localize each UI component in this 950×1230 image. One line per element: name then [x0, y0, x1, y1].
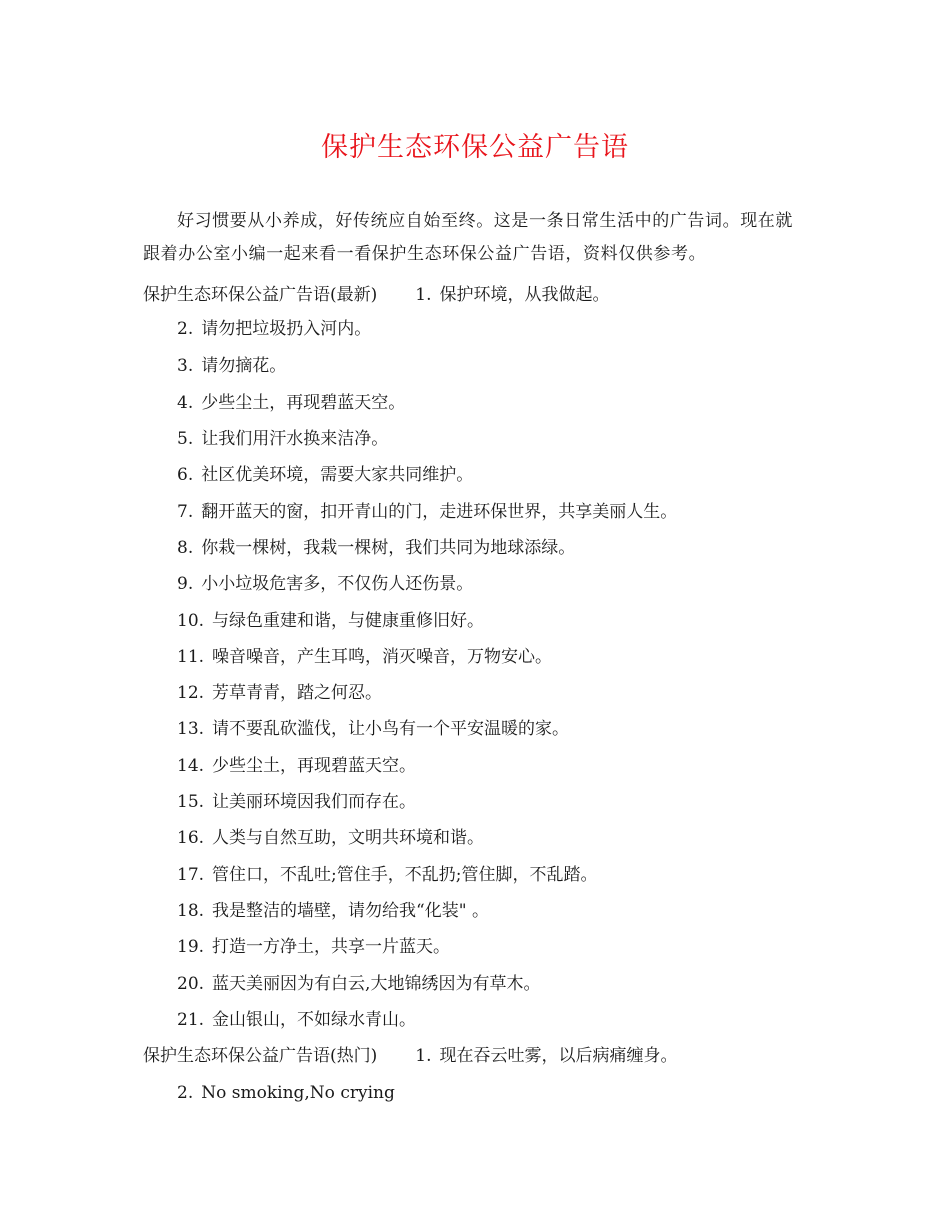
item-number: 19.	[177, 937, 205, 957]
list-item	[415, 285, 609, 305]
item-text: 打造一方净土，共享一片蓝天。	[212, 937, 451, 957]
item-text: 芳草青青，踏之何忍。	[212, 683, 383, 703]
section-heading-text: 保护生态环保公益广告语(最新)	[143, 285, 378, 305]
item-number: 10.	[177, 611, 205, 631]
list-item	[177, 972, 540, 996]
section-heading-latest	[143, 283, 610, 307]
item-text: 翻开蓝天的窗，扣开青山的门，走进环保世界，共享美丽人生。	[201, 502, 678, 522]
section-heading-text: 保护生态环保公益广告语(热门)	[143, 1046, 378, 1066]
item-text: 请勿摘花。	[201, 356, 287, 376]
item-text: 让我们用汗水换来洁净。	[201, 429, 389, 449]
list-item	[177, 317, 371, 341]
list-item	[177, 899, 489, 923]
item-text: 蓝天美丽因为有白云,大地锦绣因为有草木。	[212, 974, 541, 994]
item-number: 11.	[177, 647, 205, 667]
item-text: 与绿色重建和谐，与健康重修旧好。	[212, 611, 485, 631]
list-item	[177, 536, 575, 560]
item-number: 18.	[177, 901, 205, 921]
item-number: 15.	[177, 792, 205, 812]
page-title: 保护生态环保公益广告语	[321, 132, 629, 163]
item-number: 2.	[177, 319, 194, 339]
item-number: 5.	[177, 429, 194, 449]
item-number: 1.	[415, 1046, 432, 1066]
item-text: 现在吞云吐雾，以后病痛缠身。	[439, 1046, 678, 1066]
list-item	[177, 391, 405, 415]
item-number: 3.	[177, 356, 194, 376]
list-item	[177, 500, 677, 524]
item-text: 噪音噪音，产生耳鸣，消灭噪音，万物安心。	[212, 647, 553, 667]
item-number: 9.	[177, 574, 194, 594]
item-text: 小小垃圾危害多，不仅伤人还伤景。	[201, 574, 474, 594]
list-item	[177, 681, 382, 705]
list-item	[177, 609, 484, 633]
item-text: No smoking,No crying	[201, 1083, 395, 1103]
item-number: 16.	[177, 828, 205, 848]
item-number: 6.	[177, 465, 194, 485]
item-text: 社区优美环境，需要大家共同维护。	[201, 465, 474, 485]
item-text: 保护环境，从我做起。	[439, 285, 610, 305]
item-number: 17.	[177, 865, 205, 885]
list-item	[177, 354, 286, 378]
item-number: 2.	[177, 1083, 194, 1103]
item-number: 13.	[177, 719, 205, 739]
list-item	[177, 1008, 416, 1032]
item-text: 我是整洁的墙壁，请勿给我“化装" 。	[212, 901, 489, 921]
item-text: 金山银山，不如绿水青山。	[212, 1010, 417, 1030]
item-number: 8.	[177, 538, 194, 558]
intro-paragraph: 好习惯要从小养成，好传统应自始至终。这是一条日常生活中的广告词。现在就跟着办公室小编一起来看一看保护生态环保公益广告语，资料仅供参考。	[143, 211, 793, 264]
list-item	[177, 754, 416, 778]
list-item	[177, 826, 484, 850]
list-item	[177, 1081, 395, 1105]
item-number: 4.	[177, 393, 194, 413]
item-text: 请勿把垃圾扔入河内。	[201, 319, 372, 339]
list-item	[177, 572, 473, 596]
item-number: 20.	[177, 974, 205, 994]
section-heading-popular	[143, 1044, 678, 1068]
list-item	[177, 790, 416, 814]
list-item	[415, 1046, 677, 1066]
item-number: 12.	[177, 683, 205, 703]
item-text: 请不要乱砍滥伐，让小鸟有一个平安温暖的家。	[212, 719, 570, 739]
item-number: 1.	[415, 285, 432, 305]
list-item	[177, 645, 552, 669]
list-item	[177, 935, 450, 959]
list-item	[177, 427, 388, 451]
item-number: 14.	[177, 756, 205, 776]
list-item	[177, 463, 473, 487]
item-text: 人类与自然互助，文明共环境和谐。	[212, 828, 485, 848]
item-text: 你栽一棵树，我栽一棵树，我们共同为地球添绿。	[201, 538, 576, 558]
item-text: 少些尘土，再现碧蓝天空。	[212, 756, 417, 776]
item-text: 让美丽环境因我们而存在。	[212, 792, 417, 812]
list-item	[177, 717, 569, 741]
item-text: 少些尘土，再现碧蓝天空。	[201, 393, 406, 413]
item-text: 管住口，不乱吐;管住手，不乱扔;管住脚，不乱踏。	[212, 865, 598, 885]
list-item	[177, 863, 598, 887]
item-number: 21.	[177, 1010, 205, 1030]
item-number: 7.	[177, 502, 194, 522]
